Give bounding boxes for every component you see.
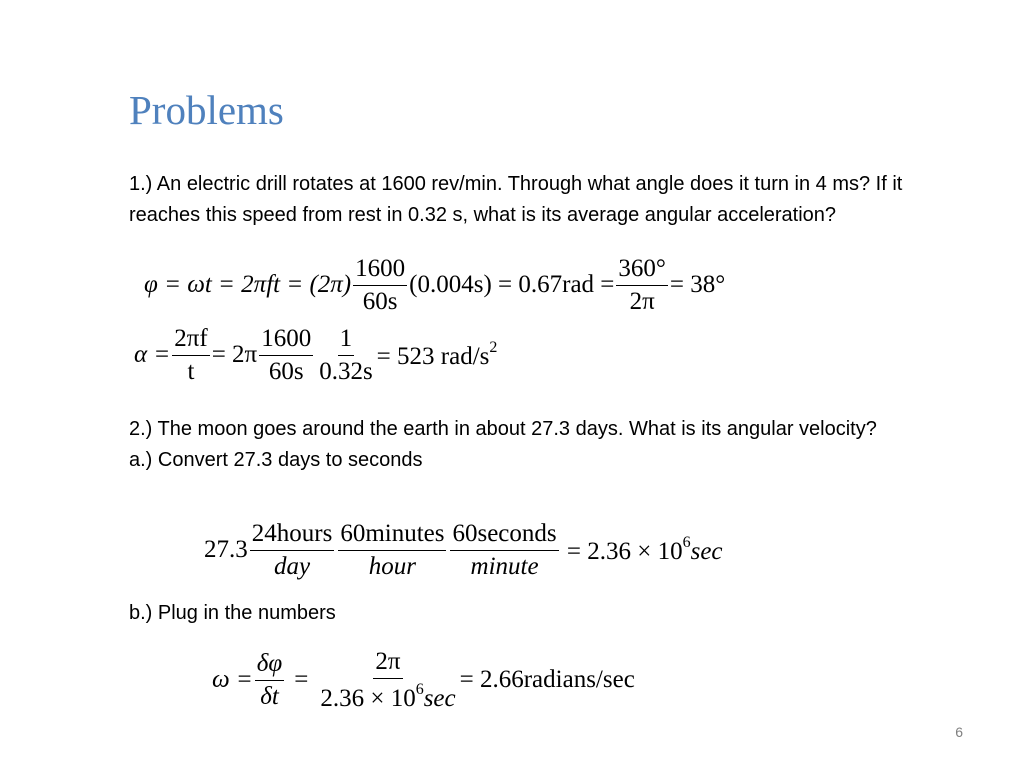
- eq1-frac1-den: 60s: [362, 287, 398, 315]
- eq3-rhs: [561, 534, 723, 566]
- eq2-rhs-exponent: 2: [489, 339, 498, 356]
- eq3-frac3-num: 60seconds: [450, 520, 558, 551]
- eq3-fraction-3: [450, 520, 558, 580]
- problem-2-question: 2.) The moon goes around the earth in about 27.3 days. What is its angular velocity?: [129, 418, 877, 440]
- eq2-frac1-den: t: [187, 357, 195, 385]
- eq1-fraction-2: [616, 255, 668, 315]
- slide-title: Problems: [129, 87, 284, 133]
- eq2-fraction-2: [259, 325, 313, 385]
- equation-days-to-seconds: [204, 520, 723, 580]
- page-number: 6: [955, 724, 963, 740]
- eq3-lhs: 27.3: [204, 536, 248, 563]
- eq2-fraction-1: [172, 325, 209, 385]
- equation-angle: [144, 255, 725, 315]
- eq3-fraction-1: [250, 520, 335, 580]
- eq4-frac1-den: δt: [260, 682, 279, 710]
- eq4-equals: =: [294, 666, 309, 693]
- problem-2-part-a: a.) Convert 27.3 days to seconds: [129, 448, 423, 471]
- eq2-frac2-den: 60s: [268, 357, 304, 385]
- eq2-lhs: α =: [134, 341, 171, 368]
- eq2-frac1-num: 2πf: [172, 325, 209, 356]
- eq1-mid: (0.004s) = 0.67rad =: [409, 271, 615, 298]
- eq2-rhs-text: = 523 rad/s: [376, 343, 490, 370]
- eq3-rhs-unit: sec: [690, 538, 723, 565]
- eq3-frac1-den: day: [273, 552, 311, 580]
- eq1-frac2-den: 2π: [629, 287, 655, 315]
- eq1-lhs: φ = ωt = 2πft = (2π): [144, 271, 352, 298]
- equation-angular-acceleration: [134, 325, 497, 385]
- eq2-frac2-num: 1600: [259, 325, 313, 356]
- eq4-fraction-2: [318, 648, 457, 712]
- eq2-fraction-3: [317, 325, 374, 385]
- eq2-frac3-den: 0.32s: [319, 357, 373, 385]
- eq4-frac1-num: δφ: [255, 650, 284, 681]
- eq4-frac2-den-exponent: 6: [415, 680, 424, 698]
- eq4-frac2-den: [318, 679, 457, 713]
- eq3-frac2-num: 60minutes: [338, 520, 446, 551]
- eq1-rhs: = 38°: [669, 271, 726, 298]
- eq1-frac1-num: 1600: [353, 255, 407, 286]
- eq4-lhs: ω =: [212, 666, 253, 693]
- eq4-rhs: = 2.66radians/sec: [459, 666, 635, 693]
- eq1-frac2-num: 360°: [616, 255, 668, 286]
- eq3-rhs-exponent: 6: [682, 534, 691, 551]
- eq3-frac3-den: minute: [470, 552, 539, 580]
- eq1-fraction-1: [353, 255, 407, 315]
- eq3-frac2-den: hour: [368, 552, 417, 580]
- problem-1-text: 1.) An electric drill rotates at 1600 rev/min. Through what angle does it turn in 4 ms? If it reaches this speed from rest in 0.32 s, what is its average angular acceleration?: [129, 173, 903, 226]
- eq3-rhs-text: = 2.36 × 10: [566, 538, 683, 565]
- equation-angular-velocity: [212, 648, 635, 712]
- eq4-frac2-num: 2π: [373, 648, 402, 679]
- eq3-fraction-2: [338, 520, 446, 580]
- eq3-frac1-num: 24hours: [250, 520, 335, 551]
- problem-2-part-b: b.) Plug in the numbers: [129, 602, 336, 624]
- eq2-frac3-num: 1: [338, 325, 355, 356]
- eq4-fraction-1: [255, 650, 284, 710]
- eq2-mid: = 2π: [211, 341, 258, 368]
- problem-2-text: [129, 414, 919, 475]
- eq4-frac2-den-a: 2.36 × 10: [320, 684, 416, 712]
- eq4-frac2-den-unit: sec: [423, 684, 456, 712]
- eq2-rhs: [377, 339, 498, 371]
